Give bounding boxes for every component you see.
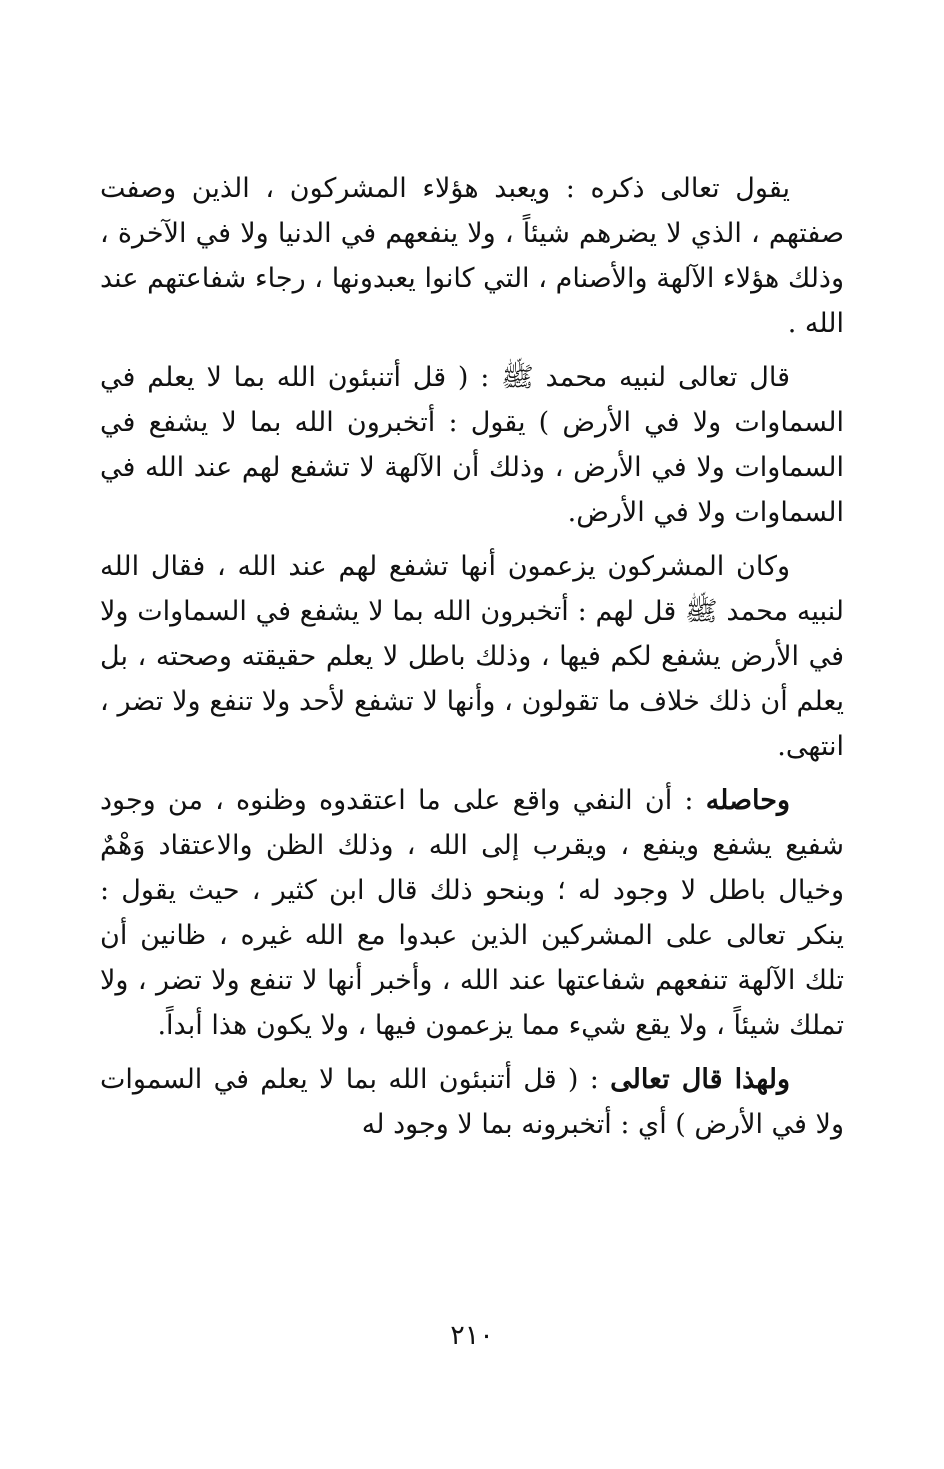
paragraph-2 bbox=[100, 355, 844, 535]
page-number: ٢١٠ bbox=[450, 1320, 494, 1351]
paragraph-4 bbox=[100, 778, 844, 1048]
paragraph-4-text: : أن النفي واقع على ما اعتقدوه وظنوه ، من وجود شفيع يشفع وينفع ، ويقرب إلى الله ، وذلك الظن والاعتقاد وَهْمٌ وخيال باطل لا وجود له ؛ وبنحو ذلك قال ابن كثير ، حيث يقول : ينكر تعالى على المشركين الذين عبدوا مع الله غيره ، ظانين أن تلك الآلهة تنفعهم شفاعتها عند الله ، وأخبر أنها لا تنفع ولا تضر ، ولا تملك شيئاً ، ولا يقع شيء مما يزعمون فيها ، ولا يكون هذا أبداً. bbox=[100, 785, 844, 1041]
paragraph-5 bbox=[100, 1057, 844, 1147]
paragraph-1-text: يقول تعالى ذكره : ويعبد هؤلاء المشركون ، الذين وصفت صفتهم ، الذي لا يضرهم شيئاً ، ولا ينفعهم في الدنيا ولا في الآخرة ، وذلك هؤلاء الآلهة والأصنام ، التي كانوا يعبدونها ، رجاء شفاعتهم عند الله . bbox=[100, 173, 844, 339]
paragraph-3 bbox=[100, 544, 844, 769]
body-text bbox=[100, 166, 844, 1147]
paragraph-4-lead: وحاصله bbox=[705, 785, 790, 816]
paragraph-5-lead: ولهذا قال تعالى bbox=[610, 1064, 790, 1095]
paragraph-1 bbox=[100, 166, 844, 346]
paragraph-3-text: وكان المشركون يزعمون أنها تشفع لهم عند الله ، فقال الله لنبيه محمد ﷺ قل لهم : أتخبرون الله بما لا يشفع في السماوات ولا في الأرض يشفع لكم فيها ، وذلك باطل لا يعلم حقيقته وصحته ، بل يعلم أن ذلك خلاف ما تقولون ، وأنها لا تشفع لأحد ولا تنفع ولا تضر ، انتهى. bbox=[100, 551, 844, 762]
paragraph-2-text: قال تعالى لنبيه محمد ﷺ : ( قل أتنبئون الله بما لا يعلم في السماوات ولا في الأرض ) يقول : أتخبرون الله بما لا يشفع في السماوات ولا في الأرض ، وذلك أن الآلهة لا تشفع لهم عند الله في السماوات ولا في الأرض. bbox=[100, 362, 844, 528]
paragraph-5-text: : ( قل أتنبئون الله بما لا يعلم في السموات ولا في الأرض ) أي : أتخبرونه بما لا وجود له bbox=[100, 1064, 844, 1140]
